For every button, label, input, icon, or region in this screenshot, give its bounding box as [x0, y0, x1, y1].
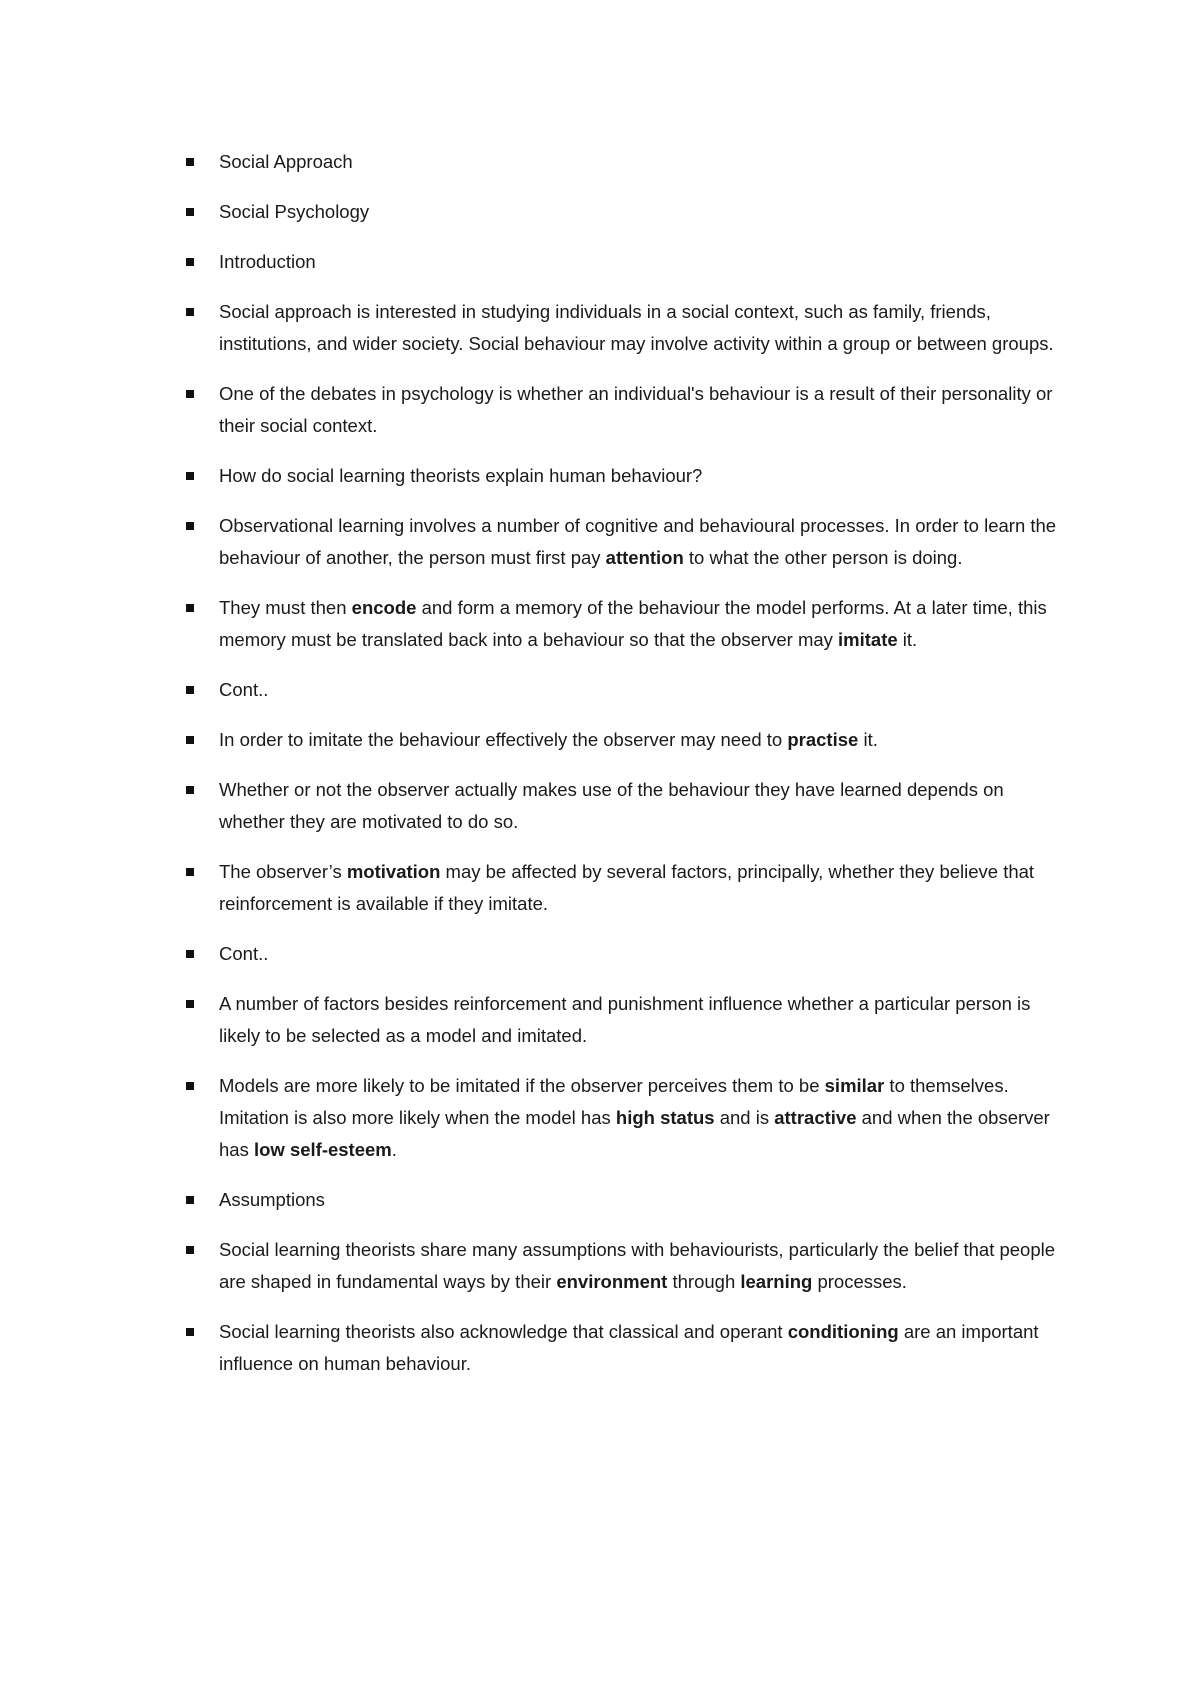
text-segment: Social approach is interested in studying individuals in a social context, such as family, friends, institutions, and wider society. Social behaviour may involve activity within a group or between groups. [219, 301, 1054, 354]
bold-term: learning [740, 1271, 813, 1292]
list-item [186, 724, 1066, 756]
text-segment: through [667, 1271, 741, 1292]
list-item-text [219, 301, 1054, 354]
text-segment: Social learning theorists share many assumptions with behaviourists, particularly the belief that people are shaped in fundamental ways by their [219, 1239, 1056, 1292]
text-segment: Observational learning involves a number of cognitive and behavioural processes. In order to learn the behaviour of another, the person must first pay [219, 515, 1057, 568]
text-segment: it. [858, 729, 878, 750]
list-item-text [219, 383, 1052, 436]
text-segment: One of the debates in psychology is whether an individual's behaviour is a result of their personality or their social context. [219, 383, 1053, 436]
list-item-text [219, 151, 353, 172]
list-item-text [219, 993, 1030, 1046]
text-segment: The observer’s [219, 861, 347, 882]
list-item [186, 674, 1066, 706]
text-segment: processes. [812, 1271, 907, 1292]
square-bullet-icon [186, 308, 194, 316]
text-segment: Social learning theorists also acknowledge that classical and operant [219, 1321, 788, 1342]
list-item [186, 196, 1066, 228]
square-bullet-icon [186, 1196, 194, 1204]
list-item-text [219, 729, 878, 750]
list-item [186, 774, 1066, 838]
bold-term: imitate [838, 629, 898, 650]
bold-term: environment [556, 1271, 668, 1292]
text-segment: Models are more likely to be imitated if the observer perceives them to be [219, 1075, 825, 1096]
list-item [186, 1070, 1066, 1166]
list-item-text [219, 779, 1004, 832]
list-item [186, 592, 1066, 656]
square-bullet-icon [186, 472, 194, 480]
bold-term: conditioning [787, 1321, 899, 1342]
square-bullet-icon [186, 208, 194, 216]
text-segment: and is [714, 1107, 775, 1128]
list-item-text [219, 465, 702, 486]
bold-term: motivation [346, 861, 441, 882]
square-bullet-icon [186, 686, 194, 694]
bold-term: encode [351, 597, 417, 618]
list-item-text [219, 251, 316, 272]
list-item [186, 1184, 1066, 1216]
square-bullet-icon [186, 736, 194, 744]
bold-term: attention [605, 547, 684, 568]
text-segment: In order to imitate the behaviour effectively the observer may need to [219, 729, 788, 750]
square-bullet-icon [186, 1328, 194, 1336]
text-segment: to themselves. Imitation is also more likely when the model has [219, 1075, 1009, 1128]
bold-term: high status [615, 1107, 715, 1128]
text-segment: it. [897, 629, 918, 650]
text-segment: Social Approach [219, 151, 353, 172]
list-item [186, 296, 1066, 360]
text-segment: Assumptions [219, 1189, 325, 1210]
square-bullet-icon [186, 604, 194, 612]
text-segment: Cont.. [219, 679, 269, 700]
list-item [186, 988, 1066, 1052]
text-segment: Whether or not the observer actually makes use of the behaviour they have learned depends on whether they are motivated to do so. [219, 779, 1004, 832]
square-bullet-icon [186, 1246, 194, 1254]
list-item [186, 146, 1066, 178]
text-segment: and when the observer has [219, 1107, 1050, 1160]
square-bullet-icon [186, 258, 194, 266]
list-item-text [219, 201, 369, 222]
text-segment: and form a memory of the behaviour the model performs. At a later time, this memory must be translated back into a behaviour so that the observer may [219, 597, 1047, 650]
text-segment: A number of factors besides reinforcement and punishment influence whether a particular person is likely to be selected as a model and imitated. [219, 993, 1031, 1046]
bullet-list [186, 146, 1066, 1398]
square-bullet-icon [186, 950, 194, 958]
square-bullet-icon [186, 786, 194, 794]
list-item [186, 1316, 1066, 1380]
list-item-text [219, 597, 1047, 650]
list-item-text [219, 1321, 1039, 1374]
square-bullet-icon [186, 522, 194, 530]
square-bullet-icon [186, 390, 194, 398]
bold-term: low self-esteem [253, 1139, 392, 1160]
list-item [186, 460, 1066, 492]
list-item-text [219, 861, 1034, 914]
bold-term: attractive [774, 1107, 857, 1128]
square-bullet-icon [186, 868, 194, 876]
text-segment: Introduction [219, 251, 316, 272]
list-item-text [219, 679, 268, 700]
list-item [186, 510, 1066, 574]
square-bullet-icon [186, 158, 194, 166]
list-item [186, 1234, 1066, 1298]
text-segment: are an important influence on human behaviour. [219, 1321, 1039, 1374]
bold-term: similar [824, 1075, 885, 1096]
list-item [186, 856, 1066, 920]
square-bullet-icon [186, 1082, 194, 1090]
square-bullet-icon [186, 1000, 194, 1008]
text-segment: . [391, 1139, 397, 1160]
list-item [186, 938, 1066, 970]
bold-term: practise [787, 729, 859, 750]
text-segment: Social Psychology [219, 201, 370, 222]
text-segment: How do social learning theorists explain human behaviour? [219, 465, 703, 486]
list-item [186, 246, 1066, 278]
list-item-text [219, 943, 268, 964]
list-item-text [219, 1189, 325, 1210]
text-segment: may be affected by several factors, principally, whether they believe that reinforcement is available if they imitate. [219, 861, 1035, 914]
list-item-text [219, 1075, 1050, 1160]
text-segment: Cont.. [219, 943, 269, 964]
list-item-text [219, 515, 1056, 568]
text-segment: to what the other person is doing. [683, 547, 963, 568]
list-item [186, 378, 1066, 442]
list-item-text [219, 1239, 1055, 1292]
text-segment: They must then [219, 597, 352, 618]
